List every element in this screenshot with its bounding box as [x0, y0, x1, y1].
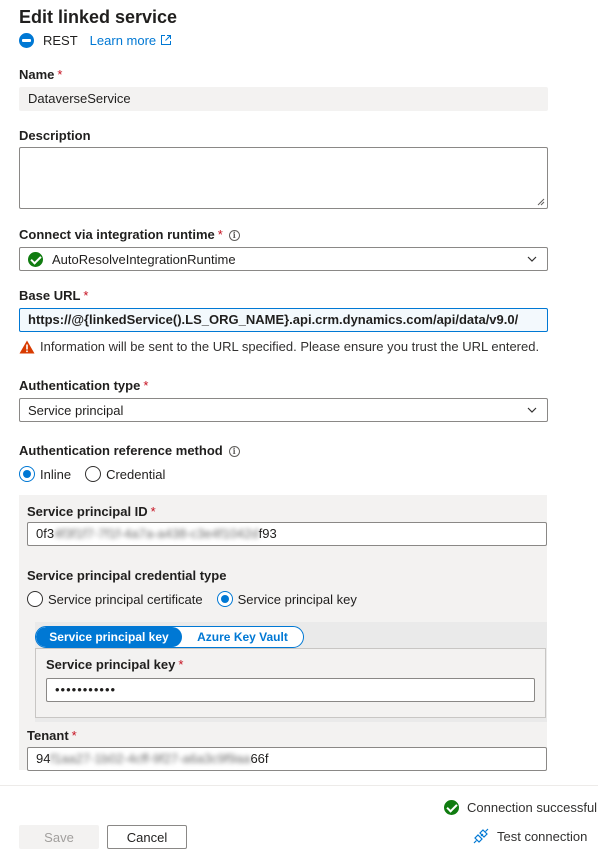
sp-id-input[interactable]	[27, 522, 547, 546]
runtime-value: AutoResolveIntegrationRuntime	[52, 251, 236, 267]
radio-sp-key[interactable]	[217, 591, 357, 607]
required-marker: *	[178, 657, 184, 672]
radio-label: Credential	[106, 466, 166, 482]
required-marker: *	[57, 67, 63, 82]
test-connection-label: Test connection	[497, 828, 588, 844]
key-source-toggle	[35, 626, 304, 648]
save-button[interactable]: Save	[19, 825, 99, 849]
runtime-dropdown[interactable]	[19, 247, 548, 271]
tenant-visible-end: 66f	[250, 751, 269, 766]
required-marker: *	[217, 227, 223, 242]
info-icon[interactable]: i	[229, 446, 240, 457]
learn-more-text: Learn more	[89, 32, 157, 48]
success-check-icon	[444, 800, 459, 815]
test-connection-button[interactable]	[473, 828, 587, 844]
toggle-azure-key-vault[interactable]: Azure Key Vault	[197, 630, 288, 644]
auth-ref-radio-group	[19, 466, 179, 482]
sp-id-label-text: Service principal ID	[27, 504, 148, 519]
sp-cred-type-label: Service principal credential type	[27, 568, 227, 583]
sp-key-password-input[interactable]: •••••••••••	[46, 678, 535, 702]
learn-more-link[interactable]	[90, 33, 172, 48]
connection-status	[444, 800, 597, 815]
name-label-text: Name	[19, 67, 55, 82]
auth-type-label-text: Authentication type	[19, 378, 141, 393]
sp-cred-type-radio-group	[27, 591, 371, 607]
check-circle-icon	[28, 252, 43, 267]
tenant-redacted: f1aa27-1b02-4cff-9f27-a6a3c9f9aa	[50, 751, 251, 766]
required-marker: *	[71, 728, 77, 743]
radio-label: Inline	[40, 466, 72, 482]
name-field[interactable]: DataverseService	[19, 87, 548, 111]
toggle-sp-key[interactable]: Service principal key	[36, 627, 182, 647]
radio-sp-certificate[interactable]	[27, 591, 203, 607]
tenant-label	[27, 728, 77, 743]
service-type-label: REST	[43, 32, 78, 48]
radio-button[interactable]	[27, 591, 43, 607]
radio-inline[interactable]	[19, 466, 71, 482]
required-marker: *	[83, 288, 89, 303]
required-marker: *	[150, 504, 156, 519]
rest-service-icon	[19, 33, 34, 48]
service-type-row	[19, 31, 172, 49]
radio-label: Service principal certificate	[48, 591, 203, 607]
description-label: Description	[19, 128, 91, 143]
runtime-label	[19, 227, 240, 242]
auth-type-dropdown[interactable]	[19, 398, 548, 422]
external-link-icon	[160, 34, 172, 46]
cancel-button[interactable]: Cancel	[107, 825, 187, 849]
base-url-label-text: Base URL	[19, 288, 81, 303]
radio-button-checked[interactable]	[19, 466, 35, 482]
warning-text: Information will be sent to the URL specified. Please ensure you trust the URL entered.	[40, 339, 540, 354]
plug-connection-icon	[473, 828, 489, 844]
tenant-label-text: Tenant	[27, 728, 69, 743]
runtime-label-text: Connect via integration runtime	[19, 227, 215, 242]
description-textarea[interactable]	[19, 147, 548, 209]
chevron-down-icon	[527, 406, 537, 414]
sp-id-redacted: 4f3f1f7-7f1f-4a7a-a438-c3e4f1042d	[54, 526, 259, 541]
auth-ref-label	[19, 443, 240, 458]
chevron-down-icon	[527, 255, 537, 263]
sp-key-label	[46, 657, 183, 672]
radio-credential[interactable]	[85, 466, 165, 482]
tenant-visible-start: 94	[36, 751, 51, 766]
auth-type-value: Service principal	[28, 402, 124, 418]
sp-id-label	[27, 504, 156, 519]
radio-button-checked[interactable]	[217, 591, 233, 607]
radio-button[interactable]	[85, 466, 101, 482]
panel-title: Edit linked service	[19, 7, 178, 27]
base-url-input[interactable]: https://@{linkedService().LS_ORG_NAME}.api.crm.dynamics.com/api/data/v9.0/	[19, 308, 548, 332]
radio-label: Service principal key	[237, 591, 357, 607]
auth-type-label	[19, 378, 148, 393]
footer-divider	[0, 785, 598, 786]
url-warning	[19, 339, 539, 354]
connection-status-text: Connection successful	[467, 800, 598, 815]
sp-id-visible-end: f93	[258, 526, 277, 541]
auth-ref-label-text: Authentication reference method	[19, 443, 223, 458]
required-marker: *	[143, 378, 149, 393]
sp-key-label-text: Service principal key	[46, 657, 176, 672]
warning-icon	[19, 340, 35, 354]
base-url-label	[19, 288, 88, 303]
name-label	[19, 67, 62, 82]
sp-id-visible-start: 0f3	[36, 526, 55, 541]
tenant-input[interactable]	[27, 747, 547, 771]
resize-grip-icon[interactable]	[536, 197, 545, 206]
info-icon[interactable]: i	[229, 230, 240, 241]
